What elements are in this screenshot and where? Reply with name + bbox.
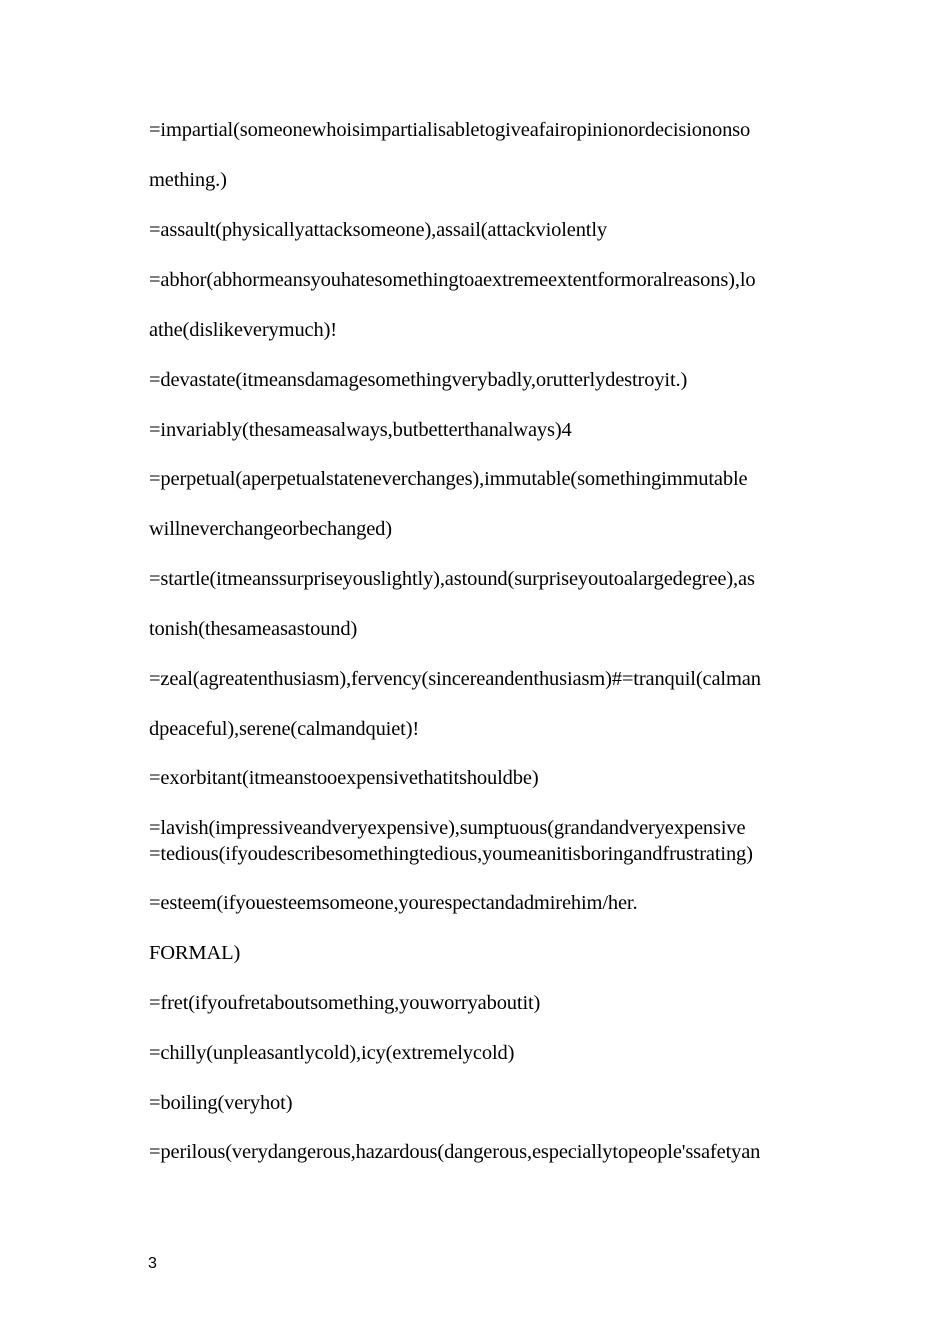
text-line: =abhor(abhormeansyouhatesomethingtoaextremeextentformoralreasons),lo bbox=[149, 269, 756, 291]
text-line: =impartial(someonewhoisimpartialisabletogiveafairopinionordecisiononso bbox=[149, 119, 751, 141]
text-line: willneverchangeorbechanged) bbox=[149, 518, 392, 540]
text-line: =perilous(verydangerous,hazardous(dangerous,especiallytopeople'ssafetyan bbox=[149, 1141, 761, 1163]
text-line: =exorbitant(itmeanstooexpensivethatitshouldbe) bbox=[149, 767, 539, 789]
text-line: tonish(thesameasastound) bbox=[149, 618, 358, 640]
text-line: athe(dislikeverymuch)! bbox=[149, 319, 337, 341]
text-line: =invariably(thesameasalways,butbetterthanalways)4 bbox=[149, 419, 572, 441]
text-line: =assault(physicallyattacksomeone),assail(attackviolently bbox=[149, 219, 607, 241]
text-line: =startle(itmeanssurpriseyouslightly),astound(surpriseyoutoalargedegree),as bbox=[149, 568, 755, 590]
text-line: =boiling(veryhot) bbox=[149, 1092, 293, 1114]
text-line: =fret(ifyoufretaboutsomething,youworryaboutit) bbox=[149, 992, 541, 1014]
page-number: 3 bbox=[148, 1255, 157, 1272]
text-line: dpeaceful),serene(calmandquiet)! bbox=[149, 718, 420, 740]
text-line: =lavish(impressiveandveryexpensive),sumptuous(grandandveryexpensive bbox=[149, 817, 746, 839]
text-line: =devastate(itmeansdamagesomethingverybadly,orutterlydestroyit.) bbox=[149, 369, 688, 391]
text-line: =chilly(unpleasantlycold),icy(extremelycold) bbox=[149, 1042, 515, 1064]
text-line: =perpetual(aperpetualstateneverchanges),immutable(somethingimmutable bbox=[149, 468, 748, 490]
text-line: mething.) bbox=[149, 169, 227, 191]
text-line: FORMAL) bbox=[149, 942, 241, 964]
text-line: =zeal(agreatenthusiasm),fervency(sincereandenthusiasm)#=tranquil(calman bbox=[149, 668, 761, 690]
text-line: =esteem(ifyouesteemsomeone,yourespectandadmirehim/her. bbox=[149, 892, 638, 914]
text-line: =tedious(ifyoudescribesomethingtedious,youmeanitisboringandfrustrating) bbox=[149, 843, 753, 865]
